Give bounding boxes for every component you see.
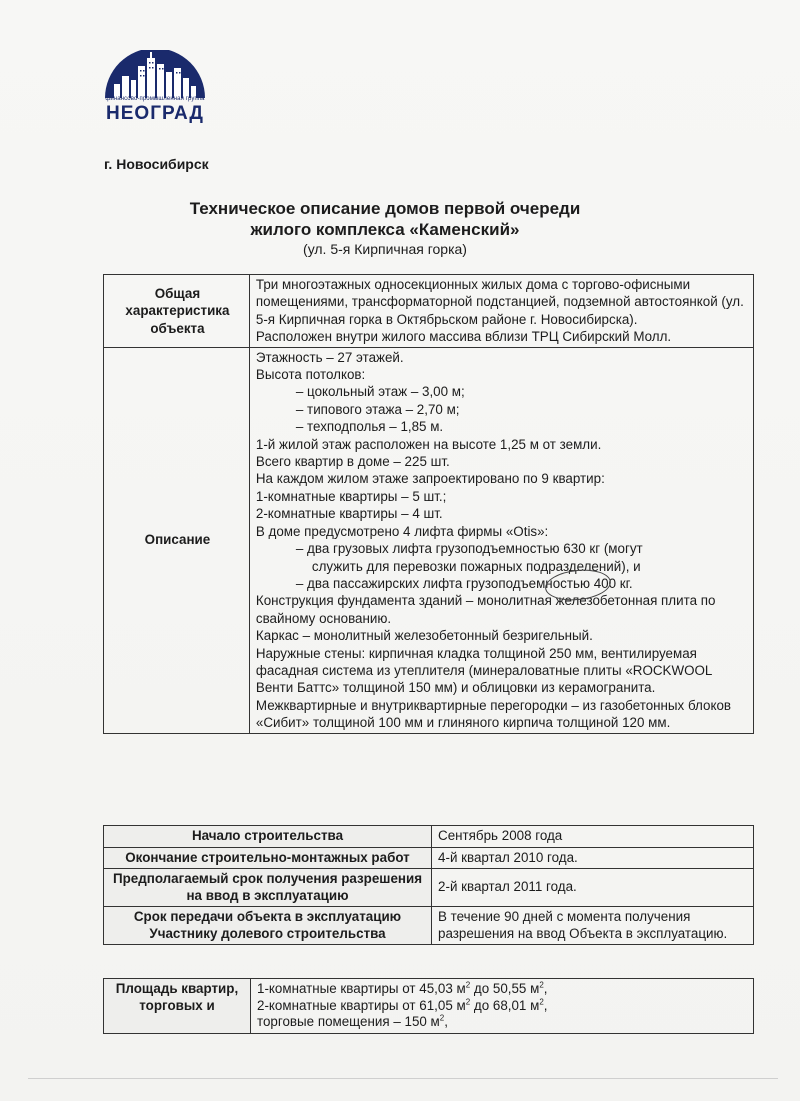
date-row bbox=[104, 907, 754, 945]
area-one-room-from: 1-комнатные квартиры от 45,03 м bbox=[257, 981, 466, 996]
area-two-room-to: до 68,01 м bbox=[470, 997, 540, 1013]
apartments-total-text: Всего квартир в доме – 225 шт. bbox=[255, 454, 450, 470]
area-two-room bbox=[257, 998, 747, 1015]
description-content bbox=[249, 347, 753, 733]
two-room-text: 2-комнатные квартиры – 4 шт. bbox=[255, 506, 443, 522]
date-label-completion: Окончание строительно-монтажных работ bbox=[104, 847, 432, 869]
page-subtitle: (ул. 5-я Кирпичная горка) bbox=[303, 241, 467, 257]
area-two-room-from: 2-комнатные квартиры от 61,05 м bbox=[257, 997, 466, 1013]
general-content bbox=[249, 275, 753, 348]
punct: , bbox=[543, 997, 548, 1013]
date-label-permit: Предполагаемый срок получения разрешения на ввод в эксплуатацию bbox=[104, 869, 432, 907]
area-content bbox=[251, 979, 754, 1034]
unit-sup: 2 bbox=[539, 997, 544, 1007]
unit-sup: 2 bbox=[539, 980, 544, 990]
partitions-text: Межквартирные и внутриквартирные перегородки – из газобетонных блоков «Сибит» толщиной 100 мм и глиняного кирпича толщиной 120 мм. bbox=[255, 697, 732, 731]
logo-name: НЕОГРАД bbox=[106, 103, 204, 124]
floors-text: Этажность – 27 этажей. bbox=[255, 349, 404, 365]
area-one-room bbox=[257, 981, 747, 998]
per-floor-text: На каждом жилом этаже запроектировано по 9 квартир: bbox=[255, 471, 605, 487]
general-line-1: Три многоэтажных односекционных жилых дома с торгово-офисными помещениями, трансформаторной подстанцией, подземной автостоянкой (ул. 5-я Кирпичная горка в Октябрьском районе г. Новосибирска). bbox=[255, 277, 744, 327]
general-line-2: Расположен внутри жилого массива вблизи ТРЦ Сибирский Молл. bbox=[255, 329, 672, 345]
unit-sup: 2 bbox=[465, 997, 471, 1007]
title-line-1: Техническое описание домов первой очереди bbox=[189, 199, 581, 218]
general-label: Общая характеристика объекта bbox=[104, 275, 250, 348]
ceiling-title: Высота потолков: bbox=[255, 367, 366, 383]
ceiling-typical: – типового этажа – 2,70 м; bbox=[295, 401, 460, 417]
punct: , bbox=[444, 1014, 448, 1029]
date-row bbox=[104, 826, 754, 848]
one-room-text: 1-комнатные квартиры – 5 шт.; bbox=[255, 488, 447, 504]
description-label: Описание bbox=[104, 347, 250, 733]
company-logo bbox=[100, 50, 210, 125]
unit-sup: 2 bbox=[439, 1013, 445, 1023]
description-row bbox=[104, 347, 754, 733]
ceiling-technical: – техподполья – 1,85 м. bbox=[295, 419, 444, 435]
date-value-completion: 4-й квартал 2010 года. bbox=[432, 847, 754, 869]
area-label: Площадь квартир, торговых и bbox=[104, 979, 251, 1034]
area-row bbox=[104, 979, 754, 1034]
logo-tagline: финансово-промышленная группа bbox=[105, 96, 205, 102]
date-value-permit: 2-й квартал 2011 года. bbox=[432, 869, 754, 907]
punct: , bbox=[543, 981, 548, 996]
date-label-handover: Срок передачи объекта в эксплуатацию Участнику долевого строительства bbox=[104, 907, 432, 945]
lifts-intro-text: В доме предусмотрено 4 лифта фирмы «Otis»: bbox=[255, 523, 549, 539]
general-row bbox=[104, 275, 754, 348]
date-row bbox=[104, 847, 754, 869]
ceiling-basement: – цокольный этаж – 3,00 м; bbox=[295, 384, 465, 400]
city-skyline-logo-icon bbox=[100, 50, 210, 98]
date-value-start: Сентябрь 2008 года bbox=[432, 826, 754, 848]
page-edge-line bbox=[28, 1078, 778, 1079]
frame-text: Каркас – монолитный железобетонный безригельный. bbox=[255, 628, 593, 644]
unit-sup: 2 bbox=[465, 980, 471, 990]
lift-cargo-line-2: служить для перевозки пожарных подразделений), и bbox=[311, 558, 641, 574]
dates-table bbox=[103, 825, 754, 945]
date-row bbox=[104, 869, 754, 907]
walls-text: Наружные стены: кирпичная кладка толщиной 250 мм, вентилируемая фасадная система из утеплителя (минераловатные плиты «ROCKWOOL Венти Баттс» толщиной 150 мм) и облицовки из керамогранита. bbox=[255, 645, 712, 696]
area-one-room-to: до 50,55 м bbox=[470, 981, 540, 996]
title-line-2: жилого комплекса «Каменский» bbox=[250, 220, 520, 239]
lift-cargo-line-1: – два грузовых лифта грузоподъемностью 630 кг (могут bbox=[295, 541, 643, 557]
city-label: г. Новосибирск bbox=[104, 156, 209, 172]
lift-passenger-text: – два пассажирских лифта грузоподъемностью 400 кг. bbox=[295, 575, 633, 591]
page-title bbox=[110, 198, 660, 240]
area-commercial-text: торговые помещения – 150 м bbox=[257, 1014, 440, 1029]
area-table bbox=[103, 978, 754, 1034]
description-table bbox=[103, 274, 754, 734]
foundation-text: Конструкция фундамента зданий – монолитная железобетонная плита по свайному основанию. bbox=[255, 593, 716, 626]
first-floor-text: 1-й жилой этаж расположен на высоте 1,25 м от земли. bbox=[255, 436, 602, 452]
date-label-start: Начало строительства bbox=[104, 826, 432, 848]
area-commercial bbox=[257, 1014, 747, 1031]
date-value-handover: В течение 90 дней с момента получения разрешения на ввод Объекта в эксплуатацию. bbox=[432, 907, 754, 945]
